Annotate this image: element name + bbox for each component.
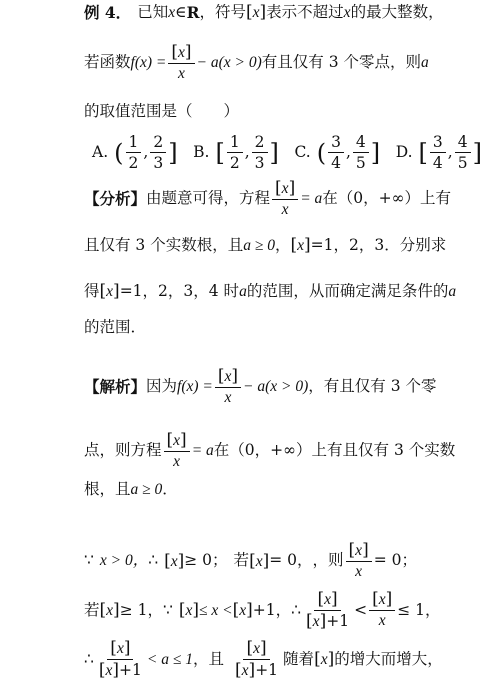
fraction-floor-x-over-x: $\frac{[x]}{x}$ — [346, 542, 372, 580]
floor-x: [x] — [164, 550, 185, 571]
option-b[interactable]: B. [ $\frac{1}{2}$ , $\frac{2}{3}$ ] — [193, 133, 279, 173]
solution-text: ，有且仅有 3 个零 — [308, 377, 437, 396]
a-ge-0: a ≥ 0 — [243, 236, 275, 254]
then-text: ，则 — [312, 551, 344, 570]
le-1: ≤ 1， — [397, 600, 441, 619]
if-text: 若 — [84, 600, 100, 619]
if-text: 若 — [233, 551, 250, 570]
because-symbol: ∵ — [84, 551, 94, 570]
solution-tag: 【解析】 — [84, 377, 147, 397]
solution-text: 根，且 — [84, 480, 131, 498]
problem-line-2 — [84, 44, 484, 82]
problem-text: ，符号 — [199, 2, 246, 21]
floor-x: [x] — [245, 2, 267, 22]
floor-x: [x] — [314, 649, 335, 669]
analysis-line-4 — [84, 320, 484, 336]
analysis-text: =1，2，3．分别求 — [310, 235, 447, 254]
solution-line-5 — [84, 591, 484, 630]
eq-a: = a — [300, 190, 323, 208]
solution-text: 点，则方程 — [84, 441, 162, 460]
option-c[interactable]: C. ( $\frac{3}{4}$ , $\frac{4}{5}$ ] — [294, 133, 381, 173]
le-x-lt: ≤ x < — [199, 601, 233, 619]
fraction-floor-x-over-floor-x-plus-1: $\frac{[x]}{[x]+1}$ — [235, 638, 279, 680]
and-text: ，且 — [193, 649, 225, 668]
analysis-line-1 — [84, 180, 484, 218]
minus-ax: − a(x > 0) — [196, 54, 262, 72]
problem-text: 表示不超过 — [266, 2, 344, 21]
floor-x: [x] — [232, 600, 253, 620]
fraction-floor-x-over-floor-x-plus-1: $\frac{[x]}{[x]+1}$ — [98, 638, 142, 680]
fraction-floor-x-over-x: $\frac{[x]}{x}$ — [272, 180, 298, 218]
example-label: 例 4． — [84, 2, 132, 22]
floor-x: [x] — [178, 600, 200, 620]
lt: < — [354, 600, 368, 619]
fraction-floor-x-over-floor-x-plus-1: $\frac{[x]}{[x]+1}$ — [306, 589, 350, 631]
fraction-floor-x-over-x: $\frac{[x]}{x}$ — [164, 432, 190, 470]
floor-x: [x] — [99, 281, 120, 301]
solution-line-2 — [84, 432, 484, 470]
var-a: a — [239, 282, 247, 300]
analysis-text: =1，2，3，4 时 — [119, 281, 240, 300]
solution-line-3 — [84, 482, 484, 498]
problem-text: 若函数 — [84, 53, 131, 72]
analysis-text: 得 — [84, 281, 100, 300]
analysis-line-2 — [84, 237, 484, 254]
analysis-text: 由题意可得，方程 — [146, 189, 271, 208]
comma: ， — [274, 235, 291, 254]
fraction-floor-x-over-x: $\frac{[x]}{x}$ — [215, 368, 241, 406]
problem-text: 有且仅有 3 个零点，则 — [261, 53, 421, 72]
x-gt-0: x > 0， — [99, 552, 149, 570]
ge-0: ≥ 0； — [184, 551, 228, 570]
solution-text: 随着 — [283, 649, 315, 668]
analysis-tag: 【分析】 — [84, 189, 147, 209]
problem-text: 已知 — [137, 2, 169, 21]
problem-line-1 — [84, 4, 484, 21]
analysis-text: 的范围，从而确定满足条件的 — [246, 281, 449, 300]
problem-line-3 — [84, 104, 484, 120]
ge-1: ≥ 1， — [119, 600, 163, 619]
because-symbol: ∵ — [162, 600, 173, 619]
therefore-symbol: ∴ — [148, 551, 159, 570]
problem-text: 的取值范围是（ ） — [84, 102, 240, 120]
floor-x: [x] — [249, 550, 270, 571]
analysis-text: 且仅有 3 个实数根，且 — [84, 235, 244, 254]
option-d[interactable]: D. [ $\frac{3}{4}$ , $\frac{4}{5}$ ] — [395, 133, 482, 173]
symbol-R: R — [186, 2, 200, 22]
options-row — [92, 134, 482, 172]
therefore-symbol: ∴ — [84, 649, 94, 668]
analysis-line-3 — [84, 283, 484, 300]
fraction-floor-x-over-x: $\frac{[x]}{x}$ — [369, 591, 395, 629]
a-ge-0: a ≥ 0 — [130, 481, 163, 498]
solution-text: 的增大而增大， — [334, 649, 443, 668]
fraction-floor-x-over-x: $\frac{[x]}{x}$ — [168, 44, 194, 82]
floor-x: [x] — [99, 600, 120, 620]
symbol-in: ∈ — [175, 2, 187, 21]
solution-text: 在（0，+∞）上有且仅有 3 个实数 — [213, 441, 456, 460]
solution-text: 因为 — [146, 377, 178, 396]
therefore-symbol: ∴ — [291, 600, 302, 619]
analysis-text: 在（0，+∞）上有 — [322, 189, 452, 208]
var-a: a — [421, 54, 429, 72]
var-x: x — [343, 3, 351, 21]
problem-text: 的最大整数， — [350, 2, 444, 21]
lt-a-le-1: < a ≤ 1 — [146, 650, 193, 668]
solution-line-4 — [84, 542, 484, 580]
eq-a: = a — [191, 442, 214, 460]
var-x: x — [168, 3, 176, 21]
var-a: a — [448, 282, 457, 300]
solution-text: ． — [162, 480, 178, 498]
solution-line-6 — [84, 640, 484, 679]
floor-x: [x] — [290, 235, 311, 255]
eq-0: = 0， — [269, 551, 313, 570]
solution-line-1 — [84, 368, 484, 406]
function-fx: f(x) = — [177, 378, 213, 396]
plus-1: +1， — [252, 600, 292, 619]
eq-0: = 0； — [373, 551, 417, 570]
option-a[interactable]: A. ( $\frac{1}{2}$ , $\frac{2}{3}$ ] — [92, 133, 178, 173]
minus-ax: − a(x > 0) — [243, 378, 309, 396]
function-fx: f(x) = — [130, 54, 167, 72]
analysis-text: 的范围． — [84, 318, 147, 336]
